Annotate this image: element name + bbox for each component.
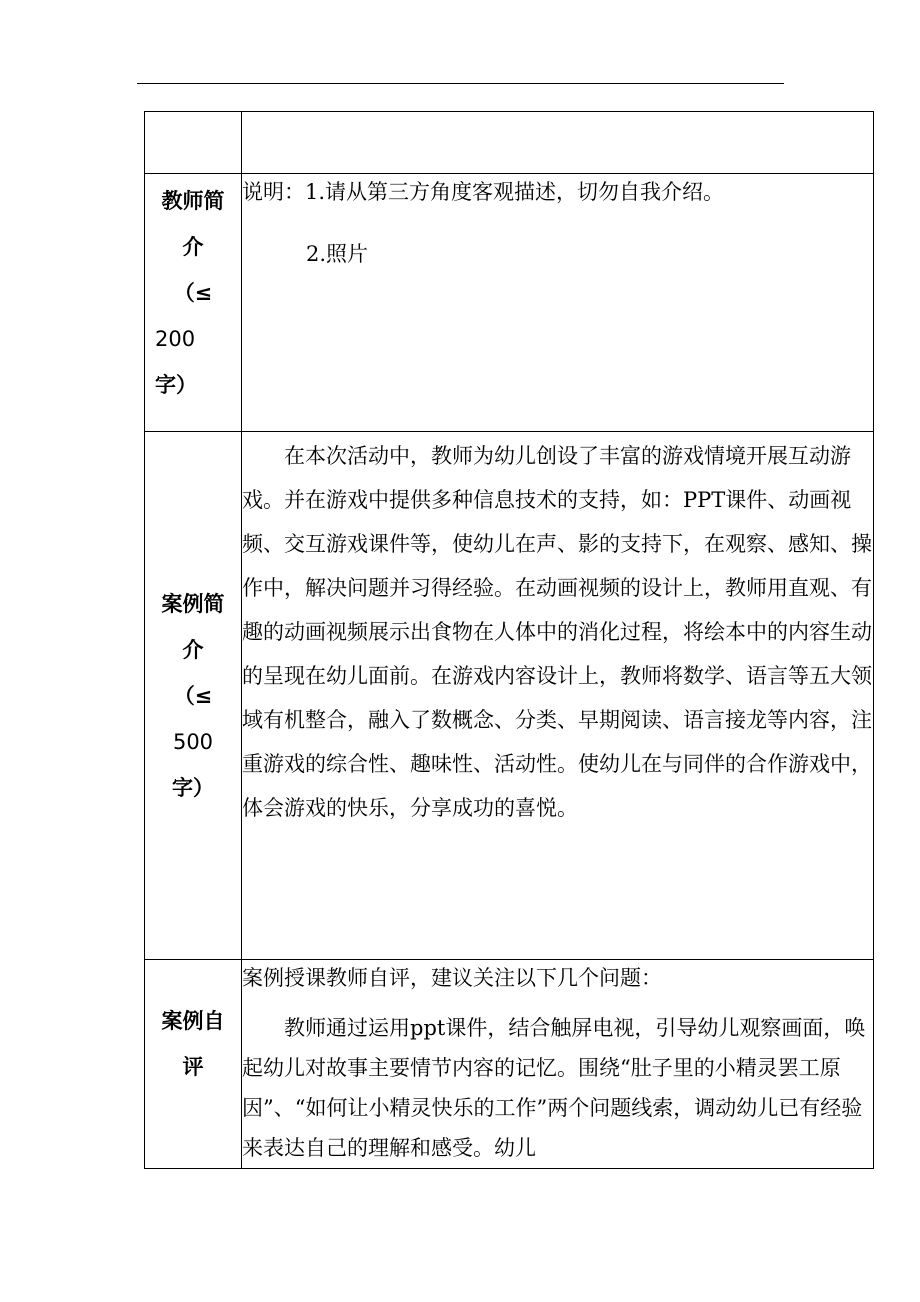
teacher-label-line: 字） bbox=[155, 373, 197, 397]
self-eval-cell bbox=[242, 960, 874, 1169]
self-eval-intro: 案例授课教师自评，建议关注以下几个问题： bbox=[242, 966, 662, 990]
teacher-note-cell bbox=[242, 174, 874, 432]
case-form-table bbox=[144, 111, 874, 1169]
teacher-label-line: 200 bbox=[155, 327, 196, 351]
teacher-note-line2: 2.照片 bbox=[306, 242, 369, 266]
case-intro-label-line: 字） bbox=[172, 775, 214, 800]
case-intro-label-line: 案例简 bbox=[161, 591, 225, 616]
case-intro-label-line: （≤ bbox=[173, 683, 213, 708]
case-intro-text: 在本次活动中，教师为幼儿创设了丰富的游戏情境开展互动游戏。并在游戏中提供多种信息技术的支持，如：PPT课件、动画视频、交互游戏课件等，使幼儿在声、影的支持下，在观察、感知、操作中，解决问题并习得经验。在动画视频的设计上，教师用直观、有趣的动画视频展示出食物在人体中的消化过程，将绘本中的内容生动的呈现在幼儿面前。在游戏内容设计上，教师将数学、语言等五大领域有机整合，融入了数概念、分类、早期阅读、语言接龙等内容，注重游戏的综合性、趣味性、活动性。使幼儿在与同伴的合作游戏中，体会游戏的快乐，分享成功的喜悦。 bbox=[242, 444, 872, 820]
case-intro-label-cell bbox=[145, 432, 242, 960]
table-row-self-eval bbox=[145, 960, 874, 1169]
self-eval-text: 教师通过运用ppt课件，结合触屏电视，引导幼儿观察画面，唤起幼儿对故事主要情节内容的记忆。围绕“肚子里的小精灵罢工原因”、“如何让小精灵快乐的工作”两个问题线索，调动幼儿已有经验来表达自己的理解和感受。幼儿 bbox=[242, 1016, 866, 1160]
case-intro-cell bbox=[242, 432, 874, 960]
teacher-label-line: 教师简 bbox=[161, 189, 225, 213]
case-intro-label-line: 500 bbox=[172, 729, 214, 754]
teacher-label-cell bbox=[145, 174, 242, 432]
teacher-label-line: 介 bbox=[182, 235, 204, 259]
self-eval-label-cell bbox=[145, 960, 242, 1169]
self-eval-label-line: 评 bbox=[182, 1055, 204, 1079]
case-intro-label-line: 介 bbox=[182, 637, 204, 662]
table-row-case-intro bbox=[145, 432, 874, 960]
teacher-note-line1: 说明：1.请从第三方角度客观描述，切勿自我介绍。 bbox=[242, 180, 725, 204]
blank-content-cell bbox=[242, 112, 874, 174]
self-eval-label-line: 案例自 bbox=[161, 1009, 225, 1033]
table-row-blank bbox=[145, 112, 874, 174]
table-row-teacher bbox=[145, 174, 874, 432]
teacher-label-line: （≤ bbox=[173, 281, 213, 305]
header-rule bbox=[137, 83, 784, 84]
blank-label-cell bbox=[145, 112, 242, 174]
